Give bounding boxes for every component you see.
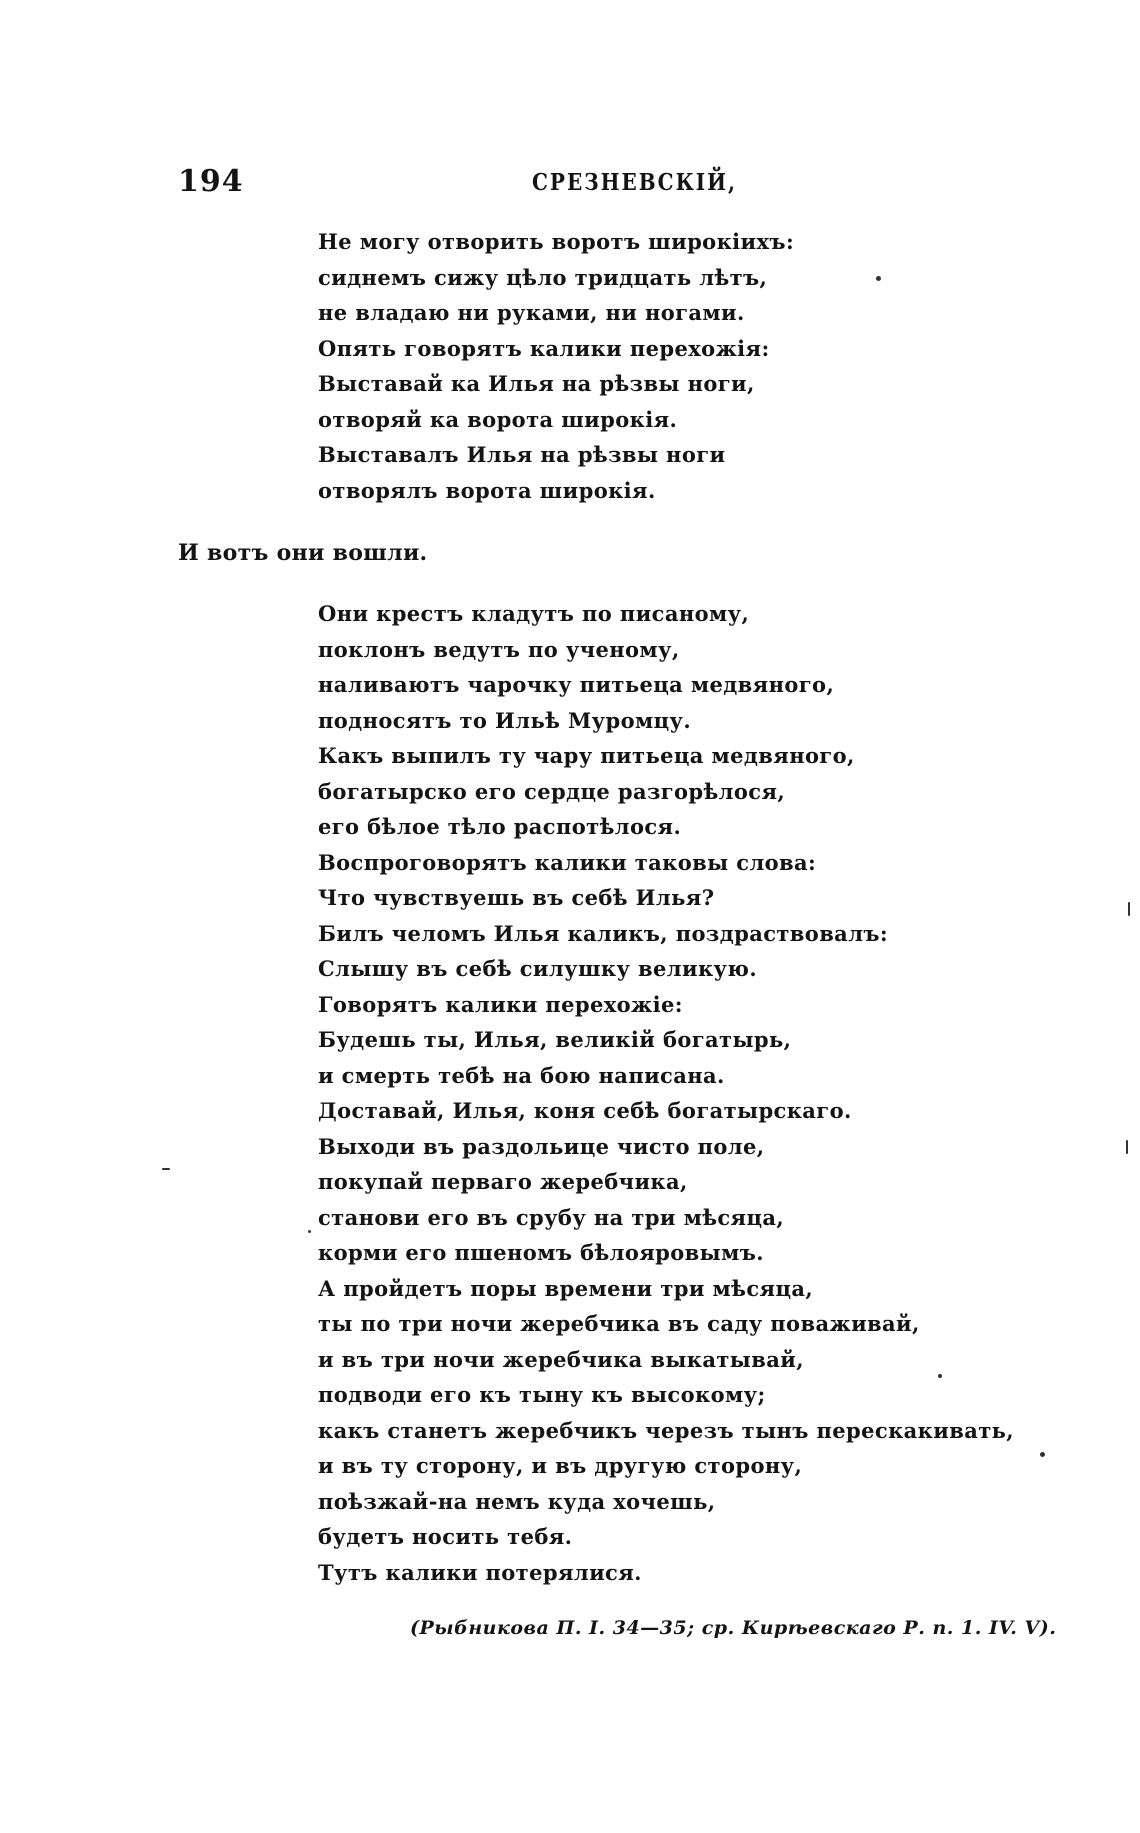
running-head: СРЕЗНЕВСКІЙ, — [532, 168, 737, 196]
scan-speck — [162, 1168, 170, 1170]
verse-line: Тутъ калики потерялися. — [318, 1559, 642, 1585]
verse-block-1 — [318, 224, 794, 508]
verse-line: отворяй ка ворота широкія. — [318, 406, 678, 432]
verse-line: Какъ выпилъ ту чару питьеца медвяного, — [318, 743, 855, 768]
verse-line: Воспроговорятъ калики таковы слова: — [318, 849, 817, 875]
verse-line: богатырско его сердце разгорѣлося, — [318, 778, 786, 804]
verse-line: ты по три ночи жеребчика въ саду поваживай, — [318, 1311, 920, 1336]
verse-line: сиднемъ сижу цѣло тридцать лѣтъ, — [318, 264, 768, 290]
verse-line: и смерть тебѣ на бою написана. — [318, 1062, 725, 1088]
scan-speck — [1126, 1140, 1128, 1154]
verse-line: Не могу отворить воротъ широкіихъ: — [318, 229, 795, 254]
verse-line: станови его въ срубу на три мѣсяца, — [318, 1204, 785, 1230]
verse-line: Что чувствуешь въ себѣ Илья? — [318, 885, 715, 910]
verse-line: какъ станетъ жеребчикъ черезъ тынъ перескакивать, — [318, 1417, 1014, 1443]
verse-line: и въ три ночи жеребчика выкатывай, — [318, 1346, 804, 1372]
verse-line: поклонъ ведутъ по ученому, — [318, 636, 680, 662]
verse-line: Опять говорятъ калики перехожія: — [318, 335, 770, 361]
prose-line: И вотъ они вошли. — [178, 540, 428, 566]
verse-line: Выставай ка Илья на рѣзвы ноги, — [318, 371, 755, 396]
scan-speck — [938, 1374, 942, 1378]
verse-line: поѣзжай-на немъ куда хочешь, — [318, 1488, 716, 1514]
verse-line: и въ ту сторону, и въ другую сторону, — [318, 1453, 803, 1478]
verse-line: подносятъ то Ильѣ Муромцу. — [318, 707, 692, 733]
verse-line: корми его пшеномъ бѣлояровымъ. — [318, 1240, 764, 1265]
verse-line: Доставай, Илья, коня себѣ богатырскаго. — [318, 1098, 852, 1123]
verse-line: Говорятъ калики перехожіе: — [318, 991, 683, 1017]
scan-speck — [308, 1230, 311, 1233]
verse-line: Будешь ты, Илья, великій богатырь, — [318, 1027, 792, 1052]
scan-speck — [1128, 902, 1130, 916]
citation: (Рыбникова П. I. 34—35; ср. Кирѣевскаго Р. п. 1. IV. V). — [410, 1617, 1057, 1639]
verse-line: отворялъ ворота широкія. — [318, 477, 656, 503]
verse-line: Билъ челомъ Илья каликъ, поздраствовалъ: — [318, 920, 889, 946]
scan-speck — [876, 276, 881, 281]
verse-line: его бѣлое тѣло распотѣлося. — [318, 814, 682, 839]
verse-block-2 — [318, 596, 1014, 1590]
verse-line: не владаю ни руками, ни ногами. — [318, 300, 745, 325]
verse-line: покупай перваго жеребчика, — [318, 1169, 688, 1194]
verse-line: будетъ носить тебя. — [318, 1524, 573, 1549]
verse-line: Слышу въ себѣ силушку великую. — [318, 956, 758, 981]
verse-line: Они крестъ кладутъ по писаному, — [318, 601, 750, 626]
verse-line: подводи его къ тыну къ высокому; — [318, 1382, 766, 1407]
page-number: 194 — [178, 164, 244, 199]
scan-speck — [1040, 1452, 1045, 1457]
verse-line: А пройдетъ поры времени три мѣсяца, — [318, 1275, 814, 1301]
verse-line: Выходи въ раздольице чисто поле, — [318, 1133, 765, 1159]
verse-line: Выставалъ Илья на рѣзвы ноги — [318, 442, 726, 467]
verse-line: наливаютъ чарочку питьеца медвяного, — [318, 672, 835, 697]
